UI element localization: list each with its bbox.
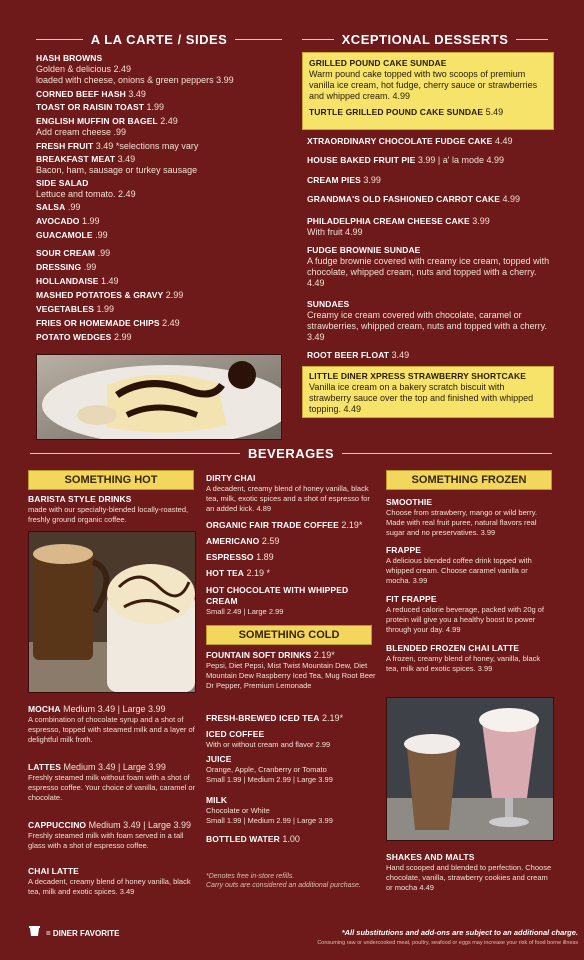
menu-item-name: SMOOTHIE: [386, 497, 433, 507]
menu-item-name: SUNDAES: [307, 299, 350, 309]
menu-item-price: 2.59: [259, 536, 280, 546]
beverages-header: [30, 446, 552, 461]
menu-item-description: Orange, Apple, Cranberry or Tomato: [206, 765, 327, 774]
menu-item: [36, 178, 286, 200]
menu-item-description: A combination of chocolate syrup and a shot of espresso, topped with steamed milk and a layer of delightful milk froth.: [28, 715, 195, 744]
menu-item-name: BLENDED FROZEN CHAI LATTE: [386, 643, 520, 653]
a-la-carte-title: A LA CARTE / SIDES: [90, 32, 228, 47]
menu-item-name: FRAPPE: [386, 545, 422, 555]
menu-item: [36, 262, 286, 273]
menu-item-description: Freshly steamed milk with foam served in a tall glass with a shot of espresso coffee.: [28, 831, 184, 850]
diner-favorite-label: = DINER FAVORITE: [46, 929, 120, 938]
menu-item-price: 1.49: [98, 276, 119, 286]
coffee-cup-icon: [28, 924, 42, 943]
shakes-photo: [386, 697, 554, 841]
barista-block: [28, 494, 198, 525]
menu-item-price: 3.99 | a' la mode 4.99: [415, 155, 504, 165]
menu-item-name: TOAST OR RAISIN TOAST: [36, 102, 145, 112]
menu-item-price: 2.49: [159, 318, 180, 328]
menu-item-price: 2.19*: [311, 650, 335, 660]
menu-item-name: VEGETABLES: [36, 304, 94, 314]
menu-item-name: FIT FRAPPE: [386, 594, 437, 604]
menu-item-name: HOT CHOCOLATE WITH WHIPPED CREAM: [206, 585, 349, 606]
menu-item-description: Lettuce and tomato. 2.49: [36, 189, 136, 199]
menu-item-name: FUDGE BROWNIE SUNDAE: [307, 245, 421, 255]
menu-item-name: ORGANIC FAIR TRADE COFFEE: [206, 520, 339, 530]
menu-item-price: 2.99: [111, 332, 132, 342]
featured-name: GRILLED POUND CAKE SUNDAE: [309, 58, 447, 68]
shortcake-desc: Vanilla ice cream on a bakery scratch biscuit with strawberry sauce over the top and finished with whipped topping. 4.49: [309, 382, 534, 414]
menu-item-description: Pepsi, Diet Pepsi, Mist Twist Mountain Dew, Diet Mountain Dew Raspberry Iced Tea, Mug Root Beer Dr Pepper, Premium Lemonade: [206, 661, 376, 690]
menu-item: [307, 136, 553, 147]
menu-item-name: DRESSING: [36, 262, 82, 272]
menu-item-description: Small 2.49 | Large 2.99: [206, 607, 284, 616]
menu-item-name: BREAKFAST MEAT: [36, 154, 116, 164]
menu-item: [36, 332, 286, 343]
menu-item-name: POTATO WEDGES: [36, 332, 112, 342]
menu-item-price: .99: [92, 230, 108, 240]
menu-item: [386, 497, 554, 538]
menu-item: [206, 713, 378, 724]
menu-item-price: 1.00: [279, 834, 300, 844]
menu-item-price: 2.49: [157, 116, 178, 126]
menu-item: [307, 299, 553, 343]
menu-item-price: .99: [95, 248, 111, 258]
menu-item-price: Medium 3.49 | Large 3.99: [61, 762, 166, 772]
menu-item: [28, 762, 200, 803]
menu-item: [307, 216, 553, 238]
menu-item-description: A decadent, creamy blend of honey vanilla, black tea, milk and exotic spices. 3.49: [28, 877, 191, 896]
beverages-title: BEVERAGES: [247, 446, 335, 461]
menu-item: [36, 141, 286, 152]
menu-item-name: FRIES OR HOMEMADE CHIPS: [36, 318, 160, 328]
menu-item-price: 1.89: [253, 552, 274, 562]
menu-item: [36, 318, 286, 329]
menu-item-price: 4.99: [500, 194, 521, 204]
menu-item-name: FRESH FRUIT: [36, 141, 94, 151]
menu-item-description: Small 1.99 | Medium 2.99 | Large 3.99: [206, 775, 333, 784]
menu-item: [206, 754, 378, 785]
menu-item: [36, 230, 286, 241]
menu-item: [206, 552, 378, 563]
barista-desc: made with our specialty-blended locally-roasted, freshly ground organic coffee.: [28, 505, 189, 524]
menu-item: [386, 594, 554, 635]
menu-item-price: 2.19*: [338, 520, 363, 530]
dessert-photo: [36, 354, 282, 440]
menu-item: [307, 350, 553, 361]
a-la-carte-header: [36, 32, 282, 47]
menu-item: [206, 520, 378, 531]
menu-item: [307, 175, 553, 186]
something-frozen-tag: SOMETHING FROZEN: [386, 470, 552, 490]
menu-item: [36, 89, 286, 100]
menu-item: [206, 473, 378, 514]
menu-item-description: With fruit 4.99: [307, 227, 363, 237]
menu-item-name: AMERICANO: [206, 536, 260, 546]
menu-item-name: AVOCADO: [36, 216, 80, 226]
shakes-block: [386, 852, 556, 893]
menu-item: [36, 53, 286, 86]
menu-item-name: JUICE: [206, 754, 232, 764]
menu-item-description: A reduced calorie beverage, packed with 20g of protein will give you a healthy boost to power through your day. 4.99: [386, 605, 545, 634]
menu-item: [307, 245, 553, 289]
menu-item-description: A delicious blended coffee drink topped with whipped cream. Choose caramel vanilla or mocha. 3.99: [386, 556, 532, 585]
desserts-title: XCEPTIONAL DESSERTS: [341, 32, 509, 47]
menu-item-name: ESPRESSO: [206, 552, 254, 562]
shortcake-box: [302, 366, 554, 418]
menu-item: [206, 536, 378, 547]
menu-item-name: SOUR CREAM: [36, 248, 96, 258]
menu-item-name: SIDE SALAD: [36, 178, 89, 188]
menu-item: [206, 568, 378, 579]
menu-item: [28, 704, 200, 745]
menu-item-description: Golden & delicious 2.49: [36, 64, 132, 74]
menu-item-description: A fudge brownie covered with creamy ice cream, topped with chocolate, whipped cream, nuts and topped with a cherry. 4.49: [307, 256, 550, 288]
menu-item: [36, 276, 286, 287]
menu-item-price: 1.99: [144, 102, 165, 112]
menu-item-price: 3.49: [389, 350, 410, 360]
menu-item-name: FRESH-BREWED ICED TEA: [206, 713, 320, 723]
menu-item-price: Medium 3.49 | Large 3.99: [60, 704, 166, 714]
menu-item-price: 3.99: [469, 216, 490, 226]
menu-item: [307, 155, 553, 166]
refill-note: *Denotes free in-store refills. Carry outs are considered an additional purchase.: [206, 873, 361, 889]
menu-item-price: 3.49: [115, 154, 136, 164]
menu-item-description: A decadent, creamy blend of honey vanilla, black tea, milk, exotic spices and a shot of espresso for an added kick. 4.89: [206, 484, 370, 513]
featured-name-2: TURTLE GRILLED POUND CAKE SUNDAE: [309, 107, 484, 117]
menu-item-name: DIRTY CHAI: [206, 473, 256, 483]
menu-item-description: With or without cream and flavor 2.99: [206, 740, 331, 749]
menu-item-name: GUACAMOLE: [36, 230, 93, 240]
menu-item-name: HOLLANDAISE: [36, 276, 99, 286]
menu-item-name: BOTTLED WATER: [206, 834, 280, 844]
menu-item-name: CREAM PIES: [307, 175, 361, 185]
featured-desc: Warm pound cake topped with two scoops of premium vanilla ice cream, hot fudge, cherry sauce or strawberries and whipped cream. 4.99: [309, 69, 538, 101]
menu-item-description: A frozen, creamy blend of honey, vanilla, black tea, milk and exotic spices. 3.99: [386, 654, 541, 673]
menu-item: [36, 216, 286, 227]
menu-item-name: HASH BROWNS: [36, 53, 103, 63]
barista-name: BARISTA STYLE DRINKS: [28, 494, 132, 504]
shakes-name: SHAKES AND MALTS: [386, 852, 475, 862]
menu-item-name: MILK: [206, 795, 228, 805]
menu-item-price: .99: [81, 262, 97, 272]
menu-item: [36, 102, 286, 113]
featured-price-2: 5.49: [485, 107, 504, 117]
menu-item-price: Medium 3.49 | Large 3.99: [86, 820, 192, 830]
menu-item-name: CAPPUCCINO: [28, 820, 87, 830]
menu-item: [28, 820, 200, 851]
menu-item-name: PHILADELPHIA CREAM CHEESE CAKE: [307, 216, 470, 226]
menu-item-name: FOUNTAIN SOFT DRINKS: [206, 650, 312, 660]
menu-item: [206, 795, 378, 826]
menu-item: [36, 290, 286, 301]
menu-item-description: Freshly steamed milk without foam with a shot of espresso coffee. Your choice of vanilla, caramel or chocolate.: [28, 773, 196, 802]
menu-item-name: GRANDMA'S OLD FASHIONED CARROT CAKE: [307, 194, 500, 204]
shortcake-name: LITTLE DINER XPRESS STRAWBERRY SHORTCAKE: [309, 371, 526, 381]
menu-item-name: HOUSE BAKED FRUIT PIE: [307, 155, 416, 165]
menu-item-name: ICED COFFEE: [206, 729, 265, 739]
menu-item-price: .99: [65, 202, 81, 212]
menu-item-description: loaded with cheese, onions & green peppers 3.99: [36, 75, 234, 85]
menu-item-description: Chocolate or White: [206, 806, 270, 815]
menu-item-price: 3.49: [125, 89, 146, 99]
something-cold-tag: SOMETHING COLD: [206, 625, 372, 645]
menu-item-price: 1.99: [94, 304, 115, 314]
menu-item-description: Choose from strawberry, mango or wild berry. Made with real fruit puree, natural flavors real sugar and no preservatives. 3.99: [386, 508, 538, 537]
menu-item-price: 1.99: [79, 216, 100, 226]
menu-item-name: CORNED BEEF HASH: [36, 89, 126, 99]
menu-item-name: ENGLISH MUFFIN OR BAGEL: [36, 116, 158, 126]
menu-item-description: Creamy ice cream covered with chocolate, caramel or strawberries, whipped cream, nuts and topped with a cherry. 3.49: [307, 310, 547, 342]
menu-item-name: MOCHA: [28, 704, 61, 714]
menu-item-name: SALSA: [36, 202, 66, 212]
menu-item: [307, 194, 553, 205]
coffee-photo: [28, 531, 196, 693]
menu-item-name: LATTES: [28, 762, 62, 772]
menu-item: [36, 154, 286, 176]
something-hot-tag: SOMETHING HOT: [28, 470, 194, 490]
menu-item: [386, 545, 554, 586]
menu-item: [36, 304, 286, 315]
menu-item-description: Bacon, ham, sausage or turkey sausage: [36, 165, 198, 175]
menu-item-name: MASHED POTATOES & GRAVY: [36, 290, 164, 300]
shakes-desc: Hand scooped and blended to perfection. Choose chocolate, vanilla, strawberry cookies and cream or mocha 4.49: [386, 863, 552, 892]
menu-item: [206, 729, 378, 750]
menu-item-price: 2.99: [163, 290, 184, 300]
food-warning: Consuming raw or undercooked meat, poultry, seafood or eggs may increase your risk of food borne illness: [317, 940, 578, 946]
menu-item-name: XTRAORDINARY CHOCOLATE FUDGE CAKE: [307, 136, 493, 146]
menu-item-price: 2.19*: [319, 713, 344, 723]
menu-item-price: 3.49 *selections may vary: [93, 141, 199, 151]
substitutions-note: *All substitutions and add-ons are subject to an additional charge.: [341, 928, 578, 937]
menu-item-price: 4.49: [492, 136, 513, 146]
menu-item: [386, 643, 554, 674]
menu-item-name: CHAI LATTE: [28, 866, 79, 876]
menu-item: [28, 866, 200, 897]
diner-favorite-legend: [28, 924, 119, 943]
menu-item: [36, 202, 286, 213]
menu-item: [36, 248, 286, 259]
menu-item-price: 3.99: [360, 175, 381, 185]
menu-item: [206, 650, 378, 691]
menu-item-price: 2.19 *: [244, 568, 271, 578]
menu-item: [36, 116, 286, 138]
menu-item-name: ROOT BEER FLOAT: [307, 350, 390, 360]
desserts-header: [302, 32, 548, 47]
menu-item: [206, 834, 378, 845]
menu-item-description: Add cream cheese .99: [36, 127, 127, 137]
featured-dessert-box: [302, 52, 554, 130]
menu-item-description: Small 1.99 | Medium 2.99 | Large 3.99: [206, 816, 333, 825]
menu-item: [206, 585, 378, 617]
menu-item-name: HOT TEA: [206, 568, 245, 578]
